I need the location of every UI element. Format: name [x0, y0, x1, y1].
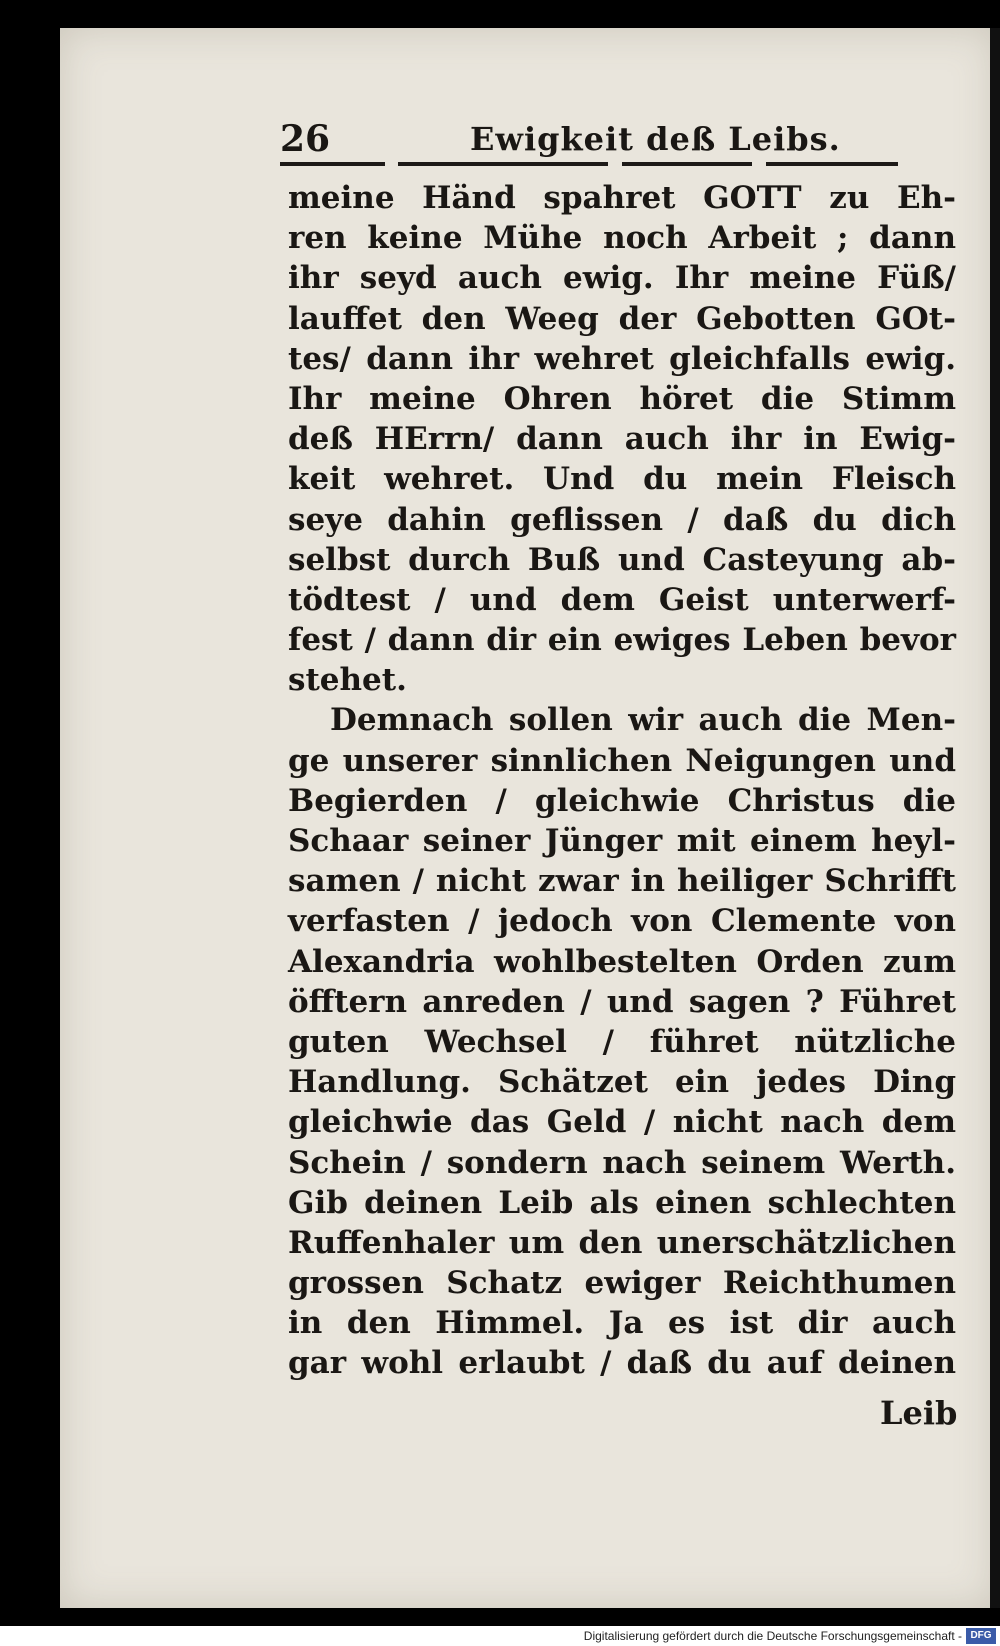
page-number: 26 [280, 118, 331, 160]
text-line: Alexandria wohlbestelten Orden zum [288, 943, 956, 980]
text-line: Ruffenhaler um den unerschätzlichen [288, 1224, 956, 1261]
text-line: gleichwie das Geld / nicht nach dem [288, 1104, 956, 1141]
text-line: in den Himmel. Ja es ist dir auch [288, 1305, 956, 1342]
text-line: keit wehret. Und du mein Fleisch [288, 461, 956, 498]
text-line: guten Wechsel / führet nützliche [288, 1023, 956, 1060]
text-line: selbst durch Buß und Casteyung ab- [288, 541, 956, 578]
text-line: Ihr meine Ohren höret die Stimm [288, 380, 956, 417]
body-text [288, 178, 956, 1384]
text-line: verfasten / jedoch von Clemente von [288, 903, 956, 940]
running-title: Ewigkeit deß Leibs. [470, 120, 841, 158]
text-line: öfftern anreden / und sagen ? Führet [288, 983, 956, 1020]
text-line: tes/ dann ihr wehret gleichfalls ewig. [288, 340, 956, 377]
text-line: ge unserer sinnlichen Neigungen und [288, 742, 956, 779]
dfg-logo: DFG [966, 1628, 996, 1644]
funding-note: Digitalisierung gefördert durch die Deutsche Forschungsgemeinschaft - [583, 1629, 962, 1643]
text-line: ren keine Mühe noch Arbeit ; dann [288, 220, 956, 257]
catchword: Leib [880, 1394, 958, 1432]
header-rule-segment [766, 162, 898, 166]
page-header [280, 112, 960, 162]
header-rule-segment [622, 162, 752, 166]
text-line: seye dahin geflissen / daß du dich [288, 501, 956, 538]
text-line: Gib deinen Leib als einen schlechten [288, 1184, 956, 1221]
text-line: Schaar seiner Jünger mit einem heyl- [288, 823, 956, 859]
text-line: Schein / sondern nach seinem Werth. [288, 1144, 956, 1181]
text-line: lauffet den Weeg der Gebotten GOt- [288, 300, 956, 337]
text-line: Begierden / gleichwie Christus die [288, 782, 956, 819]
text-line: grossen Schatz ewiger Reichthumen [288, 1265, 956, 1302]
page-edge [990, 28, 1000, 1608]
text-line: tödtest / und dem Geist unterwerf- [288, 581, 956, 618]
footer-bar [0, 1626, 1000, 1646]
text-line: gar wohl erlaubt / daß du auf deinen [288, 1345, 956, 1382]
text-line: Demnach sollen wir auch die Men- [330, 702, 956, 739]
text-line: meine Händ spahret GOTT zu Eh- [288, 180, 956, 216]
text-line: ihr seyd auch ewig. Ihr meine Füß/ [288, 260, 956, 297]
header-rule-segment [280, 162, 385, 166]
text-line: fest / dann dir ein ewiges Leben bevor [288, 622, 956, 659]
text-line: deß HErrn/ dann auch ihr in Ewig- [288, 421, 956, 458]
text-line: Handlung. Schätzet ein jedes Ding [288, 1064, 956, 1101]
text-line: samen / nicht zwar in heiliger Schrifft [288, 863, 956, 900]
text-line: stehet. [288, 662, 407, 699]
header-rule-segment [398, 162, 608, 166]
